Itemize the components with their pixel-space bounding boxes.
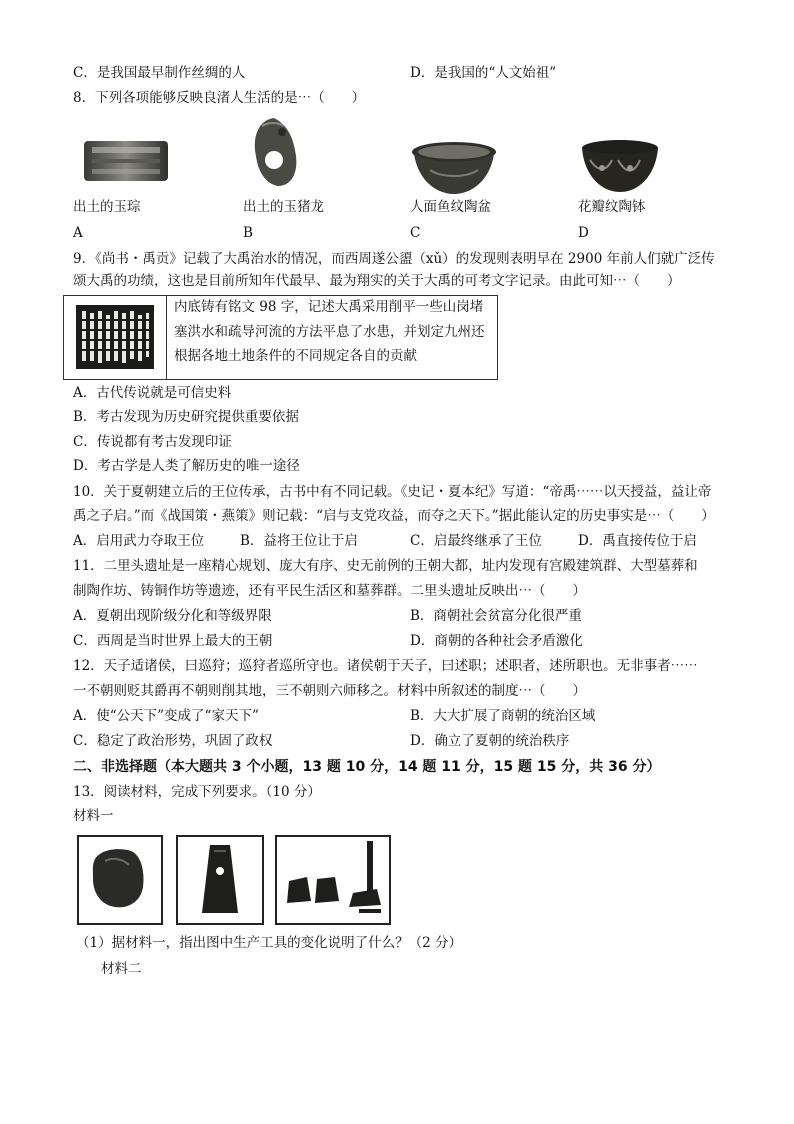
q10-stem-line1: 10．关于夏朝建立后的王位传承，古书中有不同记载。《史记・夏本纪》写道：“帝禹⋯⋯以天授益，益让帝 xyxy=(73,484,712,500)
q8-caption-d: 花瓣纹陶钵 xyxy=(578,199,646,215)
q8-letter-d: D xyxy=(578,225,589,241)
q8-caption-b: 出土的玉猪龙 xyxy=(243,199,324,215)
q13-material-2-label: 材料二 xyxy=(101,961,142,977)
q11-option-d: D．商朝的各种社会矛盾激化 xyxy=(410,633,583,649)
q8-letter-b: B xyxy=(243,225,253,241)
inscription-rubbing-icon xyxy=(74,303,156,371)
pottery-basin-icon xyxy=(410,140,498,196)
q11-option-a: A．夏朝出现阶级分化和等级界限 xyxy=(73,608,272,624)
q10-option-a: A．启用武力夺取王位 xyxy=(73,533,205,549)
q10-option-b: B．益将王位让于启 xyxy=(240,533,358,549)
q9-material-divider xyxy=(166,295,167,379)
q12-option-c: C．稳定了政治形势，巩固了政权 xyxy=(73,733,273,749)
q9-option-d: D．考古学是人类了解历史的唯一途径 xyxy=(73,458,300,474)
q7-option-d: D．是我国的“人文始祖” xyxy=(410,65,557,81)
q11-option-b: B．商朝社会贫富分化很严重 xyxy=(410,608,582,624)
pottery-bowl-icon xyxy=(578,138,662,194)
stone-tool-icon xyxy=(79,837,161,923)
q8-caption-c: 人面鱼纹陶盆 xyxy=(410,199,491,215)
q9-stem-line2: 颂大禹的功绩，这也是目前所知年代最早、最为翔实的关于大禹的可考文字记录。由此可知⋯（ ） xyxy=(73,273,681,289)
q9-option-c: C．传说都有考古发现印证 xyxy=(73,434,232,450)
q11-stem-line1: 11．二里头遗址是一座精心规划、庞大有序、史无前例的王朝大都，址内发现有宫殿建筑群、大型墓葬和 xyxy=(73,558,698,574)
q12-stem-line1: 12．天子适诸侯，曰巡狩；巡狩者巡所守也。诸侯朝于天子，曰述职；述职者，述所职也。无非事者⋯⋯ xyxy=(73,658,698,674)
q9-box-line1: 内底铸有铭文 98 字，记述大禹采用削平一些山岗堵 xyxy=(174,299,484,315)
section-2-heading: 二、非选择题（本大题共 3 个小题，13 题 10 分，14 题 11 分，15 题 15 分，共 36 分） xyxy=(73,759,661,775)
q12-option-b: B．大大扩展了商朝的统治区域 xyxy=(410,708,596,724)
bronze-iron-tools-picture xyxy=(275,835,391,925)
q8-caption-a: 出土的玉琮 xyxy=(73,199,141,215)
q9-box-line2: 塞洪水和疏导河流的方法平息了水患，并划定九州还 xyxy=(174,324,485,340)
metal-tools-icon xyxy=(277,837,389,923)
q8-stem: 8．下列各项能够反映良渚人生活的是⋯（ ） xyxy=(73,90,366,106)
q9-option-a: A．古代传说就是可信史料 xyxy=(73,385,232,401)
q9-box-line3: 根据各地土地条件的不同规定各自的贡献 xyxy=(174,348,417,364)
q9-option-b: B．考古发现为历史研究提供重要依据 xyxy=(73,409,299,425)
stone-axe-picture xyxy=(176,835,264,925)
q12-option-a: A．使“公天下”变成了“家天下” xyxy=(73,708,259,724)
stone-tool-picture xyxy=(77,835,163,925)
q13-sub-question-1: （1）据材料一，指出图中生产工具的变化说明了什么？（2 分） xyxy=(76,935,462,951)
q12-option-d: D．确立了夏朝的统治秩序 xyxy=(410,733,570,749)
q13-material-1-label: 材料一 xyxy=(73,808,114,824)
q11-option-c: C．西周是当时世界上最大的王朝 xyxy=(73,633,273,649)
jade-cong-icon xyxy=(82,137,170,185)
q8-letter-c: C xyxy=(410,225,421,241)
q9-stem-line1: 9．《尚书・禹贡》记载了大禹治水的情况，而西周遂公盨（xǔ）的发现则表明早在 2900 年前人们就广泛传 xyxy=(73,251,715,267)
q12-stem-line2: 一不朝则贬其爵再不朝则削其地，三不朝则六师移之。材料中所叙述的制度⋯（ ） xyxy=(73,683,586,699)
jade-pig-dragon-icon xyxy=(250,116,300,188)
q10-option-d: D．禹直接传位于启 xyxy=(578,533,697,549)
q10-option-c: C．启最终继承了王位 xyxy=(410,533,542,549)
q10-stem-line2: 禹之子启。”而《战国策・燕策》则记载：“启与支党攻益，而夺之天下。”据此能认定的历史事实是⋯（ ） xyxy=(73,508,715,524)
q11-stem-line2: 制陶作坊、铸铜作坊等遗迹，还有平民生活区和墓葬群。二里头遗址反映出⋯（ ） xyxy=(73,583,586,599)
polished-stone-axe-icon xyxy=(178,837,262,923)
q8-letter-a: A xyxy=(73,225,83,241)
q7-option-c: C．是我国最早制作丝绸的人 xyxy=(73,65,246,81)
q13-stem: 13．阅读材料，完成下列要求。（10 分） xyxy=(73,784,321,800)
